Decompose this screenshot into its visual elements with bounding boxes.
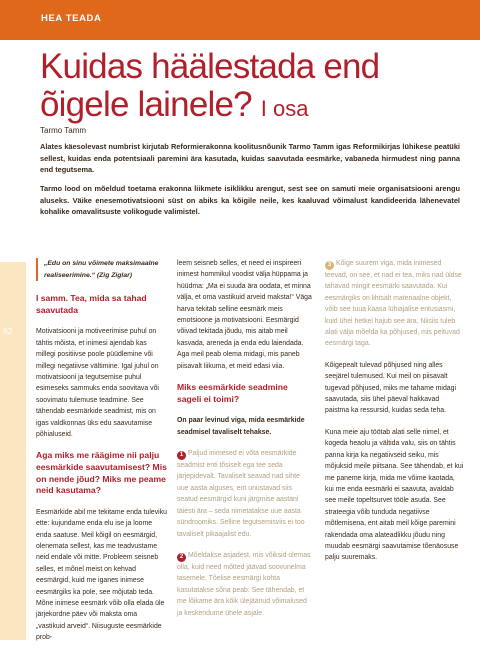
numbered-item-1 — [177, 448, 313, 540]
side-tab — [0, 262, 26, 640]
numbered-item-2-text: Mõeldakse asjadest, mis võiksid olemas olla, kuid need mõtted jäävad soovunelma tasemele. Tõelise eesmärgi kohta kasutatakse sõna peab. See tähendab, et me lõikame ära kõik ülejäänud võimalused ja keskendume ühele asjale. — [177, 551, 311, 617]
numbered-item-1-text: Paljud inimesed ei võta eesmärkide seadmist enti tõsiselt ega tee seda järjepidevalt. Tavaliselt seavad nad sihte uue aasta alguses, ent unustavad siis seatud eesmärgid kuni järgmise aastani täiesti ära – seda nimetatakse uue aasta sündroomiks. Selline tegutsemisviis ei too tavaliselt pikaajalist edu. — [177, 450, 305, 538]
numbered-item-3-text: Kõige suurem viga, mida inimesed teevad, on see, et nad ei tea, miks nad üldse tahavad mingit eesmärki saavutada. Kui eesmärgiks on lihtsalt materiaalne objekt, võib see tuua kaasa lühiajalise entusiasmi, kuid ühel hetkel hajub see ära. Niisiis tuleb alati välja mõelda ka põhjused, mis peituvad eesmärgi taga. — [325, 260, 462, 348]
section-label: HEA TEADA — [41, 13, 102, 24]
page-number: 62 — [3, 326, 13, 336]
lead-paragraph: On paar levinud viga, mida eesmärkide seadmisel tavaliselt tehakse. — [177, 417, 305, 436]
section-heading-why-goals: Aga miks me räägime nii palju eesmärkide saavutamisest? Mis on nende jõud? Miks me peame neid kasutama? — [36, 450, 167, 496]
article-title — [40, 48, 460, 128]
pull-quote: „Edu on sinu võimete maksimaalne realiseerimine.“ (Zig Ziglar) — [36, 258, 168, 281]
section-heading-why-fail: Miks eesmärkide seadmine sageli ei toimi? — [177, 382, 288, 404]
article-part: I osa — [260, 96, 309, 121]
numbered-item-2 — [177, 550, 313, 619]
column-2 — [177, 258, 313, 629]
article-title-text: Kuidas häälestada end õigele lainele? — [40, 47, 380, 124]
body-paragraph: leem seisneb selles, et need ei inspireeri inimest hommikul voodist välja hüppama ja hüüdma: „Ma ei suuda ära oodata, et minna välja, et oma vastikuid arveid maksta!“ Väga harva tekitab selline eesmärk meis emotsioone ja motivatsiooni. Eesmärgid võivad tekitada jõudu, mis aitab meil kasvada, areneda ja enda edu laiendada. Aga meil peab olema midagi, mis paneb piisavalt liikuma, et meid edasi viia. — [177, 260, 312, 370]
body-paragraph: Motivatsiooni ja motiveerimise puhul on tähtis mõista, et inimesi ajendab kas millegi positiivse poole püüdlemine või millegi negatiivse vältimine. Igal juhul on motivatsiooni ja tegutsemise puhul esimeseks sammuks enda soovitava või soovimatu tulemuse teadmine. See tähendab eesmärkide seadmist, mis on igas valdkonnas üks edu saavutamise põhialuseid. — [36, 328, 159, 439]
number-badge-1: 1 — [177, 451, 186, 460]
column-3 — [325, 258, 465, 574]
column-1 — [36, 258, 168, 654]
body-paragraph: Kõigepealt tulevad põhjused ning alles seejärel tulemused. Kui meil on piisavalt tugevad põhjused, miks me tahame midagi saavutada, siis ühel päeval hakkavad paistma ka ressursid, kuidas seda teha. — [325, 361, 456, 415]
number-badge-2: 2 — [177, 553, 186, 562]
author-byline: Tarmo Tamm — [40, 126, 87, 135]
intro-paragraph-1: Alates käesolevast numbrist kirjutab Reformierakonna koolitusnõunik Tarmo Tamm igas Reformikirjas lühikese peatüki sellest, kuidas enda potentsiaali paremini ära kasutada, kuidas saavutada eesmärke, vabaneda hirmudest ning panna end tegutsema. — [40, 142, 460, 175]
section-header-band — [0, 0, 480, 40]
numbered-item-3 — [325, 258, 465, 350]
intro-paragraph-2: Tarmo lood on mõeldud toetama erakonna liikmete isiklikku arengut, sest see on samuti meie organisatsiooni arengu aluseks. Väike enesemotivatsiooni süst on abiks ka kõigile neile, kes kaaluvad võimalust kandideerida lähenevatel kohalike omavalitsuste volikogude valimistel. — [40, 184, 460, 217]
body-paragraph: Eesmärkide abil me tekitame enda tuleviku ette: kujundame enda elu ise ja loome enda saatuse. Meil kõigil on eesmärgid, olenemata sellest, kas me teadvustame neid endale või mitte. Probleem seisneb selles, et mõnel meist on kehvad eesmärgid, kuid me iganes inimese eesmärgiks ka pole, see mõjutab teda. Mõne inimese eesmärk võib olla elada üle järjekordne päev või maksta oma „vastikuid arveid“. Niisuguste eesmärkide prob- — [36, 508, 167, 642]
section-heading-step-1: I samm. Tea, mida sa tahad saavutada — [36, 293, 147, 315]
number-badge-3: 3 — [325, 261, 334, 270]
body-paragraph: Kuna meie aju töötab alati selle nimel, et kogeda heaolu ja vältida valu, siis on tähtis panna kirja ka negatiivseid seiku, mis mõjuksid meile piitsana. See tähendab, et kui me paneme kirja, mida me võime kaotada, kui me enda eesmärki ei saavuta, avaldab see meile topeltsurvet tööle asuda. See strateegia võib tunduda negatiivse mõtlemisena, ent aitab meil kõige paremini rakendada oma alateadlikku jõudu ning muudab eesmärgi saavutamise tõenäosuse palju suuremaks. — [325, 428, 464, 562]
